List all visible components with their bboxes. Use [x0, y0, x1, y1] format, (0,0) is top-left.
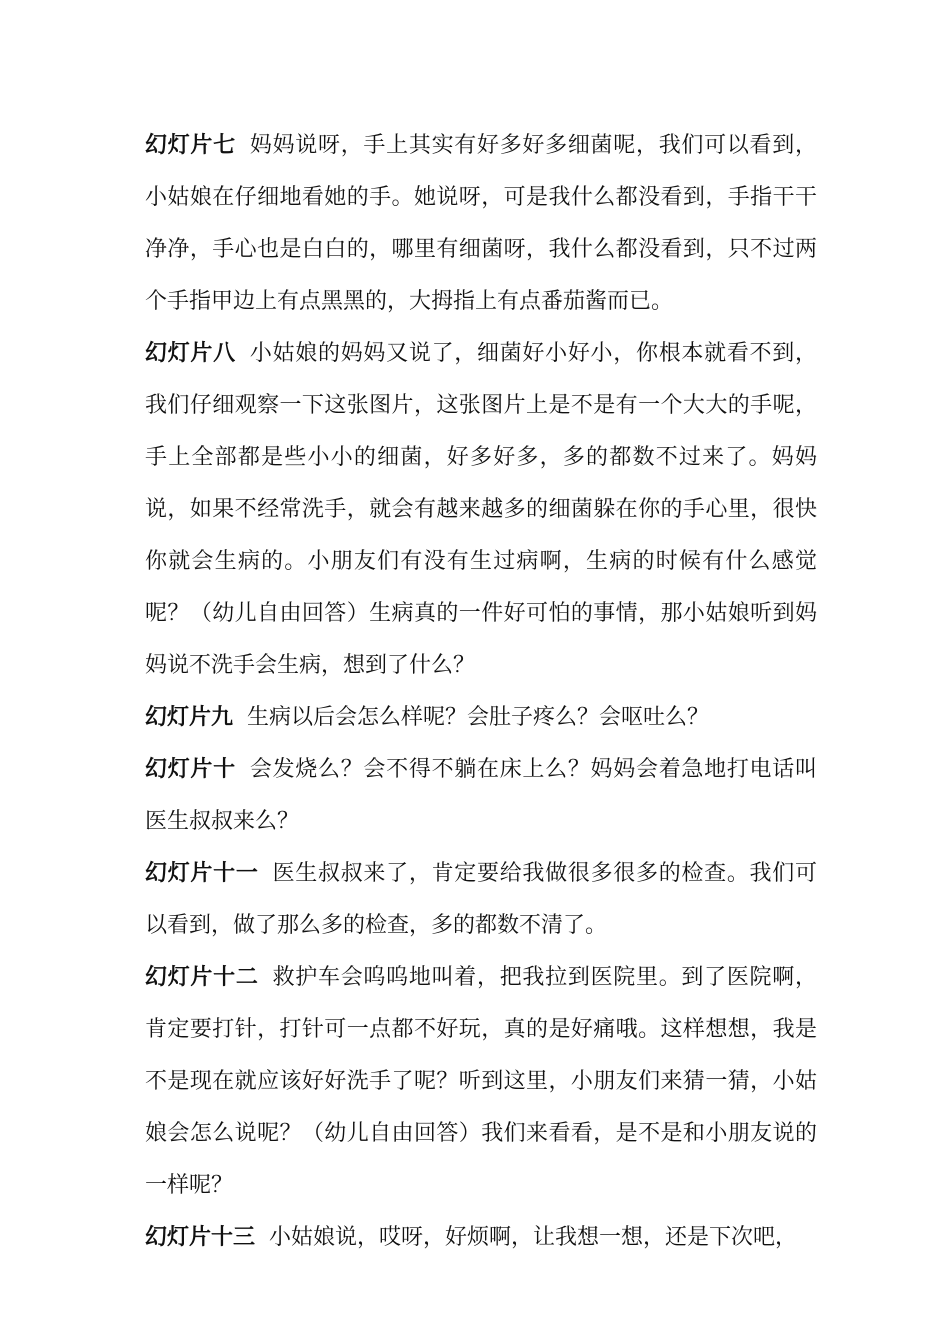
- document-body: [145, 120, 817, 1264]
- paragraph-text: 生病以后会怎么样呢？会肚子疼么？会呕吐么？: [247, 705, 710, 730]
- paragraph-slide-9: [145, 692, 817, 744]
- slide-label: 幻灯片十二: [145, 965, 259, 990]
- slide-label: 幻灯片七: [145, 133, 236, 158]
- paragraph-slide-7: [145, 120, 817, 328]
- paragraph-text: 小姑娘说，哎呀，好烦啊，让我想一想，还是下次吧，: [269, 1225, 798, 1250]
- paragraph-text: 会发烧么？会不得不躺在床上么？妈妈会着急地打电话叫医生叔叔来么？: [145, 757, 817, 834]
- paragraph-slide-10: [145, 744, 817, 848]
- slide-label: 幻灯片十: [145, 757, 236, 782]
- paragraph-slide-12: [145, 952, 817, 1212]
- paragraph-text: 妈妈说呀，手上其实有好多好多细菌呢，我们可以看到，小姑娘在仔细地看她的手。她说呀，可是我什么都没看到，手指干干净净，手心也是白白的，哪里有细菌呀，我什么都没看到，只不过两个手指甲边上有点黑黑的，大拇指上有点番茄酱而已。: [145, 133, 817, 314]
- paragraph-text: 医生叔叔来了，肯定要给我做很多很多的检查。我们可以看到，做了那么多的检查，多的都数不清了。: [145, 861, 817, 938]
- paragraph-text: 救护车会呜呜地叫着，把我拉到医院里。到了医院啊，肯定要打针，打针可一点都不好玩，真的是好痛哦。这样想想，我是不是现在就应该好好洗手了呢？听到这里，小朋友们来猜一猜，小姑娘会怎么说呢？（幼儿自由回答）我们来看看，是不是和小朋友说的一样呢？: [145, 965, 817, 1198]
- slide-label: 幻灯片十三: [145, 1225, 256, 1250]
- slide-label: 幻灯片八: [145, 341, 236, 366]
- slide-label: 幻灯片九: [145, 705, 234, 730]
- slide-label: 幻灯片十一: [145, 861, 259, 886]
- paragraph-slide-8: [145, 328, 817, 692]
- paragraph-text: 小姑娘的妈妈又说了，细菌好小好小，你根本就看不到，我们仔细观察一下这张图片，这张图片上是不是有一个大大的手呢，手上全部都是些小小的细菌，好多好多，多的都数不过来了。妈妈说，如果不经常洗手，就会有越来越多的细菌躲在你的手心里，很快你就会生病的。小朋友们有没有生过病啊，生病的时候有什么感觉呢？（幼儿自由回答）生病真的一件好可怕的事情，那小姑娘听到妈妈说不洗手会生病，想到了什么？: [145, 341, 817, 678]
- paragraph-slide-11: [145, 848, 817, 952]
- paragraph-slide-13: [145, 1212, 817, 1264]
